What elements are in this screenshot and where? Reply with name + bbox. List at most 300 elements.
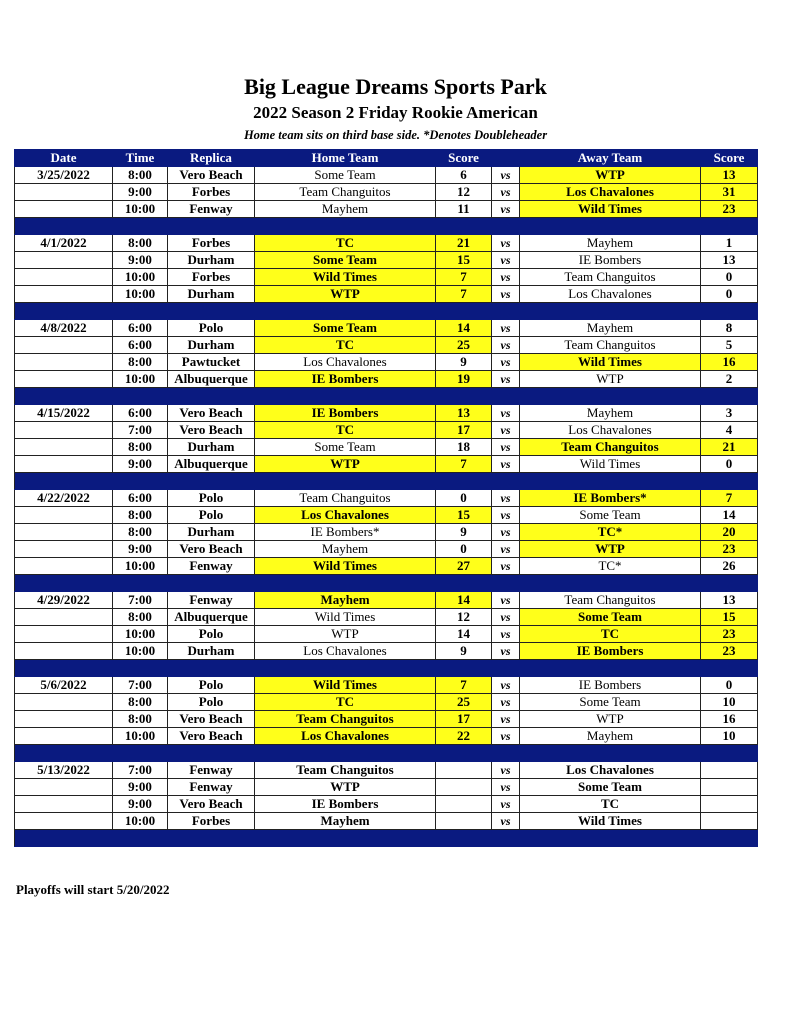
away-score-cell: 15 [701,609,758,626]
home-team-cell: Wild Times [255,677,436,694]
away-score-cell: 21 [701,439,758,456]
separator-cell [701,830,758,847]
table-row [15,813,758,830]
vs-cell: vs [492,609,520,626]
separator-cell [701,303,758,320]
vs-cell: vs [492,184,520,201]
separator-cell [168,303,255,320]
home-score-cell: 7 [436,456,492,473]
away-score-cell: 0 [701,269,758,286]
time-cell: 10:00 [113,558,168,575]
away-team-cell: IE Bombers [520,677,701,694]
vs-cell: vs [492,286,520,303]
separator-cell [113,388,168,405]
home-score-cell: 0 [436,490,492,507]
vs-cell: vs [492,728,520,745]
date-cell: 3/25/2022 [15,167,113,184]
table-row [15,592,758,609]
home-score-cell: 9 [436,643,492,660]
table-row [15,269,758,286]
replica-cell: Polo [168,320,255,337]
date-cell: 5/6/2022 [15,677,113,694]
date-cell [15,524,113,541]
header-home-score: Score [436,150,492,167]
replica-cell: Durham [168,286,255,303]
table-row [15,405,758,422]
away-team-cell: TC [520,796,701,813]
separator-cell [701,218,758,235]
home-score-cell: 9 [436,524,492,541]
vs-cell: vs [492,201,520,218]
home-team-cell: WTP [255,456,436,473]
home-score-cell: 13 [436,405,492,422]
home-team-cell: TC [255,337,436,354]
away-team-cell: Los Chavalones [520,422,701,439]
home-team-cell: Some Team [255,320,436,337]
home-team-cell: TC [255,694,436,711]
away-team-cell: Wild Times [520,354,701,371]
away-team-cell: WTP [520,541,701,558]
home-score-cell: 17 [436,711,492,728]
replica-cell: Polo [168,677,255,694]
home-score-cell: 27 [436,558,492,575]
table-row [15,558,758,575]
away-team-cell: WTP [520,167,701,184]
time-cell: 10:00 [113,269,168,286]
away-team-cell: Wild Times [520,456,701,473]
away-team-cell: Some Team [520,779,701,796]
replica-cell: Forbes [168,184,255,201]
time-cell: 9:00 [113,541,168,558]
table-row [15,337,758,354]
table-row [15,643,758,660]
table-row [15,779,758,796]
table-row [15,456,758,473]
away-team-cell: IE Bombers* [520,490,701,507]
time-cell: 8:00 [113,354,168,371]
table-row [15,286,758,303]
date-cell [15,252,113,269]
separator-cell [520,575,701,592]
home-team-cell: Some Team [255,167,436,184]
separator-cell [436,473,492,490]
separator-cell [436,660,492,677]
vs-cell: vs [492,796,520,813]
away-team-cell: Wild Times [520,813,701,830]
time-cell: 8:00 [113,694,168,711]
replica-cell: Forbes [168,269,255,286]
home-score-cell: 25 [436,694,492,711]
separator-cell [15,218,113,235]
date-cell [15,813,113,830]
separator-cell [255,303,436,320]
away-team-cell: Los Chavalones [520,184,701,201]
header-home-team: Home Team [255,150,436,167]
separator-cell [520,388,701,405]
separator-cell [255,388,436,405]
time-cell: 9:00 [113,252,168,269]
separator-cell [701,575,758,592]
away-team-cell: TC* [520,524,701,541]
vs-cell: vs [492,354,520,371]
away-team-cell: Mayhem [520,320,701,337]
away-team-cell: IE Bombers [520,643,701,660]
separator-cell [436,388,492,405]
replica-cell: Polo [168,626,255,643]
away-score-cell: 4 [701,422,758,439]
home-score-cell: 0 [436,541,492,558]
table-row [15,167,758,184]
replica-cell: Vero Beach [168,796,255,813]
time-cell: 7:00 [113,677,168,694]
away-score-cell [701,813,758,830]
separator-cell [492,575,520,592]
separator-cell [701,660,758,677]
replica-cell: Vero Beach [168,422,255,439]
home-score-cell: 15 [436,252,492,269]
vs-cell: vs [492,235,520,252]
away-score-cell: 26 [701,558,758,575]
home-team-cell: Mayhem [255,201,436,218]
date-cell: 5/13/2022 [15,762,113,779]
home-score-cell: 25 [436,337,492,354]
away-team-cell: Los Chavalones [520,762,701,779]
week-separator-row [15,388,758,405]
table-row [15,541,758,558]
week-separator-row [15,218,758,235]
date-cell [15,694,113,711]
separator-cell [701,473,758,490]
replica-cell: Forbes [168,813,255,830]
separator-cell [492,830,520,847]
replica-cell: Durham [168,643,255,660]
vs-cell: vs [492,694,520,711]
home-score-cell: 17 [436,422,492,439]
date-cell [15,337,113,354]
time-cell: 10:00 [113,643,168,660]
time-cell: 9:00 [113,796,168,813]
home-team-cell: Los Chavalones [255,643,436,660]
separator-cell [492,388,520,405]
home-team-cell: Some Team [255,439,436,456]
date-cell [15,184,113,201]
away-team-cell: WTP [520,711,701,728]
home-team-cell: WTP [255,286,436,303]
replica-cell: Fenway [168,558,255,575]
date-cell [15,439,113,456]
table-row [15,490,758,507]
separator-cell [436,830,492,847]
separator-cell [168,660,255,677]
away-score-cell: 23 [701,643,758,660]
table-row [15,354,758,371]
date-cell [15,541,113,558]
away-team-cell: IE Bombers [520,252,701,269]
away-team-cell: Some Team [520,694,701,711]
vs-cell: vs [492,269,520,286]
week-separator-row [15,660,758,677]
vs-cell: vs [492,626,520,643]
table-row [15,762,758,779]
date-cell [15,201,113,218]
table-row [15,235,758,252]
replica-cell: Albuquerque [168,371,255,388]
time-cell: 9:00 [113,184,168,201]
replica-cell: Albuquerque [168,609,255,626]
time-cell: 10:00 [113,286,168,303]
away-team-cell: Some Team [520,507,701,524]
time-cell: 10:00 [113,728,168,745]
home-team-cell: Team Changuitos [255,711,436,728]
away-team-cell: Team Changuitos [520,439,701,456]
replica-cell: Polo [168,694,255,711]
vs-cell: vs [492,779,520,796]
away-score-cell: 0 [701,456,758,473]
replica-cell: Vero Beach [168,728,255,745]
home-score-cell: 14 [436,592,492,609]
separator-cell [168,830,255,847]
separator-cell [520,303,701,320]
away-score-cell: 13 [701,592,758,609]
date-cell [15,796,113,813]
date-cell [15,728,113,745]
playoffs-note: Playoffs will start 5/20/2022 [16,882,170,897]
separator-cell [701,388,758,405]
date-cell [15,269,113,286]
separator-cell [168,218,255,235]
away-team-cell: TC [520,626,701,643]
date-cell: 4/8/2022 [15,320,113,337]
away-score-cell: 23 [701,201,758,218]
date-cell [15,371,113,388]
separator-cell [15,745,113,762]
vs-cell: vs [492,507,520,524]
separator-cell [168,473,255,490]
date-cell [15,779,113,796]
vs-cell: vs [492,371,520,388]
home-score-cell [436,796,492,813]
home-team-cell: Team Changuitos [255,490,436,507]
vs-cell: vs [492,762,520,779]
away-score-cell: 7 [701,490,758,507]
date-cell [15,286,113,303]
table-row [15,184,758,201]
separator-cell [520,218,701,235]
time-cell: 9:00 [113,456,168,473]
home-score-cell: 18 [436,439,492,456]
away-score-cell: 16 [701,711,758,728]
away-score-cell: 23 [701,541,758,558]
replica-cell: Albuquerque [168,456,255,473]
home-team-cell: Some Team [255,252,436,269]
header-replica: Replica [168,150,255,167]
table-row [15,201,758,218]
away-score-cell: 13 [701,167,758,184]
page-subtitle: 2022 Season 2 Friday Rookie American [253,103,538,122]
time-cell: 7:00 [113,762,168,779]
away-team-cell: TC* [520,558,701,575]
separator-cell [255,218,436,235]
home-team-cell: IE Bombers [255,371,436,388]
separator-cell [15,473,113,490]
separator-cell [113,303,168,320]
home-team-cell: WTP [255,779,436,796]
vs-cell: vs [492,320,520,337]
vs-cell: vs [492,711,520,728]
away-score-cell: 23 [701,626,758,643]
week-separator-row [15,303,758,320]
week-separator-row [15,473,758,490]
separator-cell [113,473,168,490]
home-score-cell [436,762,492,779]
vs-cell: vs [492,677,520,694]
replica-cell: Durham [168,524,255,541]
home-score-cell: 12 [436,609,492,626]
separator-cell [255,473,436,490]
time-cell: 8:00 [113,711,168,728]
separator-cell [113,745,168,762]
separator-cell [168,388,255,405]
separator-cell [436,303,492,320]
replica-cell: Fenway [168,762,255,779]
replica-cell: Durham [168,439,255,456]
schedule-note: Home team sits on third base side. *Denotes Doubleheader [243,128,548,142]
away-score-cell: 10 [701,694,758,711]
home-score-cell [436,779,492,796]
away-score-cell: 1 [701,235,758,252]
table-row [15,320,758,337]
away-team-cell: Some Team [520,609,701,626]
separator-cell [255,745,436,762]
vs-cell: vs [492,558,520,575]
home-team-cell: TC [255,235,436,252]
separator-cell [15,575,113,592]
time-cell: 10:00 [113,813,168,830]
away-team-cell: Los Chavalones [520,286,701,303]
away-score-cell: 16 [701,354,758,371]
separator-cell [520,830,701,847]
table-row [15,677,758,694]
home-team-cell: TC [255,422,436,439]
replica-cell: Vero Beach [168,541,255,558]
date-cell [15,558,113,575]
away-team-cell: Wild Times [520,201,701,218]
table-row [15,609,758,626]
table-row [15,728,758,745]
separator-cell [168,575,255,592]
away-team-cell: Mayhem [520,728,701,745]
table-row [15,507,758,524]
replica-cell: Polo [168,490,255,507]
replica-cell: Vero Beach [168,167,255,184]
replica-cell: Pawtucket [168,354,255,371]
away-score-cell: 5 [701,337,758,354]
replica-cell: Durham [168,252,255,269]
separator-cell [492,303,520,320]
home-score-cell: 14 [436,320,492,337]
home-score-cell: 22 [436,728,492,745]
time-cell: 6:00 [113,405,168,422]
table-row [15,439,758,456]
home-team-cell: Wild Times [255,609,436,626]
time-cell: 8:00 [113,235,168,252]
header-time: Time [113,150,168,167]
date-cell [15,711,113,728]
time-cell: 9:00 [113,779,168,796]
time-cell: 8:00 [113,507,168,524]
vs-cell: vs [492,490,520,507]
time-cell: 8:00 [113,609,168,626]
table-row [15,796,758,813]
vs-cell: vs [492,439,520,456]
vs-cell: vs [492,422,520,439]
home-score-cell: 12 [436,184,492,201]
vs-cell: vs [492,592,520,609]
table-row [15,626,758,643]
home-score-cell [436,813,492,830]
separator-cell [520,660,701,677]
home-team-cell: Mayhem [255,592,436,609]
separator-cell [113,575,168,592]
time-cell: 6:00 [113,320,168,337]
date-cell [15,456,113,473]
time-cell: 10:00 [113,201,168,218]
separator-cell [436,575,492,592]
time-cell: 8:00 [113,524,168,541]
vs-cell: vs [492,405,520,422]
header-row [15,150,758,167]
away-score-cell [701,796,758,813]
week-separator-row [15,830,758,847]
away-score-cell: 14 [701,507,758,524]
header-vs [492,150,520,167]
date-cell [15,626,113,643]
table-row [15,252,758,269]
home-team-cell: IE Bombers [255,405,436,422]
date-cell: 4/22/2022 [15,490,113,507]
separator-cell [255,830,436,847]
vs-cell: vs [492,813,520,830]
separator-cell [15,830,113,847]
home-score-cell: 6 [436,167,492,184]
separator-cell [492,745,520,762]
home-score-cell: 7 [436,286,492,303]
week-separator-row [15,575,758,592]
away-team-cell: Mayhem [520,235,701,252]
separator-cell [113,830,168,847]
home-score-cell: 7 [436,677,492,694]
time-cell: 6:00 [113,337,168,354]
date-cell [15,609,113,626]
date-cell [15,507,113,524]
schedule-table [14,149,758,847]
away-team-cell: Team Changuitos [520,592,701,609]
time-cell: 10:00 [113,371,168,388]
home-team-cell: Team Changuitos [255,762,436,779]
vs-cell: vs [492,456,520,473]
time-cell: 8:00 [113,167,168,184]
away-team-cell: Team Changuitos [520,269,701,286]
away-team-cell: WTP [520,371,701,388]
replica-cell: Durham [168,337,255,354]
separator-cell [436,745,492,762]
replica-cell: Vero Beach [168,711,255,728]
vs-cell: vs [492,643,520,660]
date-cell [15,422,113,439]
table-row [15,694,758,711]
separator-cell [15,660,113,677]
time-cell: 7:00 [113,422,168,439]
